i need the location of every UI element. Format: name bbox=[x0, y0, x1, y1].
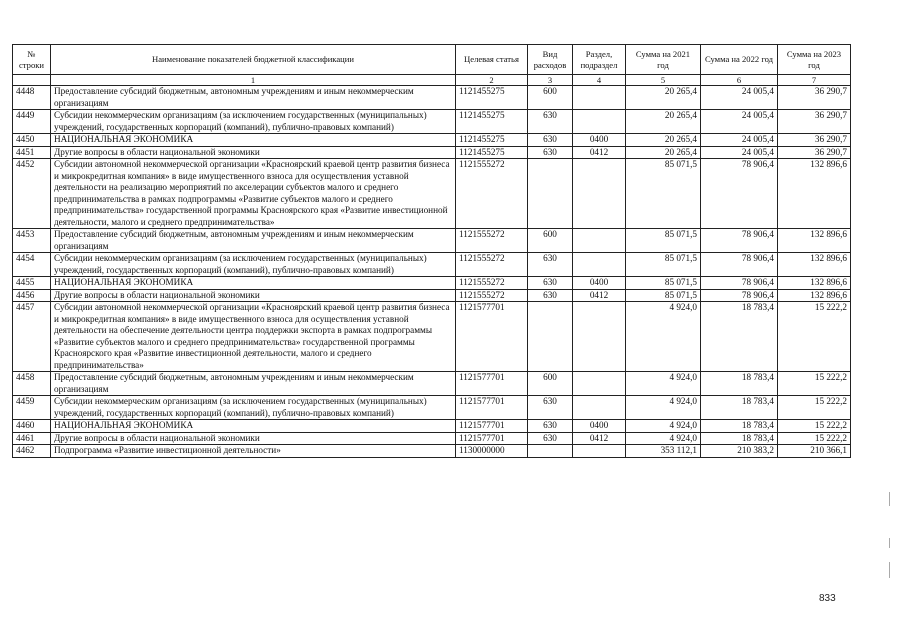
budget-table bbox=[12, 44, 851, 458]
scan-artifact-line bbox=[889, 562, 890, 578]
row-number: 4452 bbox=[13, 159, 51, 229]
sum-2021: 4 924,0 bbox=[626, 372, 701, 396]
sum-2022: 78 906,4 bbox=[701, 253, 778, 277]
sum-2022: 24 005,4 bbox=[701, 134, 778, 147]
expense-type bbox=[528, 159, 573, 229]
sum-2021: 20 265,4 bbox=[626, 110, 701, 134]
sum-2021: 20 265,4 bbox=[626, 86, 701, 110]
section-code bbox=[573, 372, 626, 396]
table-row bbox=[13, 302, 851, 372]
row-number: 4457 bbox=[13, 302, 51, 372]
sum-2022: 18 783,4 bbox=[701, 432, 778, 445]
row-number: 4451 bbox=[13, 146, 51, 159]
sum-2021: 353 112,1 bbox=[626, 445, 701, 458]
scan-artifact-line bbox=[889, 538, 890, 548]
table-row bbox=[13, 229, 851, 253]
sum-2022: 210 383,2 bbox=[701, 445, 778, 458]
indicator-name: НАЦИОНАЛЬНАЯ ЭКОНОМИКА bbox=[51, 420, 456, 433]
indicator-name: Субсидии автономной некоммерческой организации «Красноярский краевой центр развития бизнеса и микрокредитная компания» в виде имущественного взноса для осуществления уставной деятельности на обеспечение деятельности центра поддержки экспорта в рамках подпрограммы «Развитие субъектов малого и среднего предпринимательства» государственной программы Красноярского края «Развитие инвестиционной деятельности, малого и среднего предпринимательства» bbox=[51, 302, 456, 372]
sum-2021: 85 071,5 bbox=[626, 253, 701, 277]
row-number: 4455 bbox=[13, 277, 51, 290]
table-row bbox=[13, 420, 851, 433]
table-row bbox=[13, 110, 851, 134]
sum-2022: 18 783,4 bbox=[701, 396, 778, 420]
scan-artifact-line bbox=[889, 492, 890, 506]
sum-2023: 36 290,7 bbox=[778, 134, 851, 147]
table-row bbox=[13, 134, 851, 147]
target-article: 1121555272 bbox=[456, 289, 528, 302]
expense-type: 630 bbox=[528, 146, 573, 159]
header-target-article: Целевая статья bbox=[456, 45, 528, 75]
row-number: 4459 bbox=[13, 396, 51, 420]
sum-2023: 15 222,2 bbox=[778, 302, 851, 372]
header-sum-2023: Сумма на 2023 год bbox=[778, 45, 851, 75]
target-article: 1121577701 bbox=[456, 302, 528, 372]
indicator-name: НАЦИОНАЛЬНАЯ ЭКОНОМИКА bbox=[51, 277, 456, 290]
section-code bbox=[573, 110, 626, 134]
expense-type: 630 bbox=[528, 253, 573, 277]
section-code bbox=[573, 396, 626, 420]
indicator-name: Другие вопросы в области национальной экономики bbox=[51, 146, 456, 159]
column-number: 4 bbox=[573, 75, 626, 86]
column-number: 2 bbox=[456, 75, 528, 86]
indicator-name: Другие вопросы в области национальной экономики bbox=[51, 432, 456, 445]
target-article: 1121555272 bbox=[456, 253, 528, 277]
expense-type: 630 bbox=[528, 432, 573, 445]
sum-2023: 15 222,2 bbox=[778, 396, 851, 420]
target-article: 1121555272 bbox=[456, 229, 528, 253]
sum-2023: 15 222,2 bbox=[778, 372, 851, 396]
indicator-name: Предоставление субсидий бюджетным, автономным учреждениям и иным некоммерческим организациям bbox=[51, 229, 456, 253]
target-article: 1121455275 bbox=[456, 110, 528, 134]
expense-type: 630 bbox=[528, 396, 573, 420]
header-sum-2021: Сумма на 2021 год bbox=[626, 45, 701, 75]
indicator-name: НАЦИОНАЛЬНАЯ ЭКОНОМИКА bbox=[51, 134, 456, 147]
sum-2022: 24 005,4 bbox=[701, 146, 778, 159]
sum-2022: 78 906,4 bbox=[701, 289, 778, 302]
table-row bbox=[13, 372, 851, 396]
row-number: 4453 bbox=[13, 229, 51, 253]
target-article: 1121555272 bbox=[456, 277, 528, 290]
table-row bbox=[13, 159, 851, 229]
sum-2023: 36 290,7 bbox=[778, 86, 851, 110]
table-row bbox=[13, 277, 851, 290]
sum-2021: 20 265,4 bbox=[626, 146, 701, 159]
indicator-name: Подпрограмма «Развитие инвестиционной деятельности» bbox=[51, 445, 456, 458]
expense-type: 630 bbox=[528, 420, 573, 433]
sum-2022: 18 783,4 bbox=[701, 302, 778, 372]
sum-2022: 24 005,4 bbox=[701, 110, 778, 134]
sum-2022: 78 906,4 bbox=[701, 277, 778, 290]
indicator-name: Предоставление субсидий бюджетным, автономным учреждениям и иным некоммерческим организациям bbox=[51, 372, 456, 396]
sum-2023: 15 222,2 bbox=[778, 420, 851, 433]
row-number: 4458 bbox=[13, 372, 51, 396]
sum-2023: 15 222,2 bbox=[778, 432, 851, 445]
sum-2023: 132 896,6 bbox=[778, 253, 851, 277]
sum-2023: 132 896,6 bbox=[778, 159, 851, 229]
section-code: 0412 bbox=[573, 146, 626, 159]
expense-type: 600 bbox=[528, 229, 573, 253]
expense-type: 600 bbox=[528, 86, 573, 110]
column-number: 5 bbox=[626, 75, 701, 86]
target-article: 1121455275 bbox=[456, 86, 528, 110]
indicator-name: Предоставление субсидий бюджетным, автономным учреждениям и иным некоммерческим организациям bbox=[51, 86, 456, 110]
section-code: 0400 bbox=[573, 420, 626, 433]
sum-2023: 132 896,6 bbox=[778, 277, 851, 290]
target-article: 1121577701 bbox=[456, 432, 528, 445]
table-row bbox=[13, 253, 851, 277]
expense-type bbox=[528, 302, 573, 372]
indicator-name: Субсидии некоммерческим организациям (за исключением государственных (муниципальных) учреждений, государственных корпораций (компаний), публично-правовых компаний) bbox=[51, 110, 456, 134]
table-row bbox=[13, 396, 851, 420]
table-row bbox=[13, 146, 851, 159]
expense-type: 630 bbox=[528, 110, 573, 134]
row-number: 4454 bbox=[13, 253, 51, 277]
section-code bbox=[573, 159, 626, 229]
sum-2021: 85 071,5 bbox=[626, 159, 701, 229]
section-code bbox=[573, 229, 626, 253]
indicator-name: Субсидии некоммерческим организациям (за исключением государственных (муниципальных) учреждений, государственных корпораций (компаний), публично-правовых компаний) bbox=[51, 396, 456, 420]
row-number: 4448 bbox=[13, 86, 51, 110]
sum-2023: 132 896,6 bbox=[778, 289, 851, 302]
indicator-name: Субсидии некоммерческим организациям (за исключением государственных (муниципальных) учреждений, государственных корпораций (компаний), публично-правовых компаний) bbox=[51, 253, 456, 277]
row-number: 4456 bbox=[13, 289, 51, 302]
sum-2023: 36 290,7 bbox=[778, 146, 851, 159]
sum-2022: 18 783,4 bbox=[701, 372, 778, 396]
expense-type: 630 bbox=[528, 134, 573, 147]
sum-2021: 4 924,0 bbox=[626, 420, 701, 433]
header-section: Раздел, подраздел bbox=[573, 45, 626, 75]
row-number: 4460 bbox=[13, 420, 51, 433]
page-number: 833 bbox=[819, 593, 836, 604]
sum-2022: 18 783,4 bbox=[701, 420, 778, 433]
sum-2022: 78 906,4 bbox=[701, 229, 778, 253]
column-number: 6 bbox=[701, 75, 778, 86]
expense-type: 600 bbox=[528, 372, 573, 396]
target-article: 1121577701 bbox=[456, 396, 528, 420]
indicator-name: Субсидии автономной некоммерческой организации «Красноярский краевой центр развития бизнеса и микрокредитная компания» в виде имущественного взноса для осуществления уставной деятельности на реализацию мероприятий по акселерации субъектов малого и среднего предпринимательства в рамках подпрограммы «Развитие субъектов малого и среднего предпринимательства» государственной программы Красноярского края «Развитие инвестиционной деятельности, малого и среднего предпринимательства» bbox=[51, 159, 456, 229]
table-row bbox=[13, 289, 851, 302]
section-code bbox=[573, 253, 626, 277]
target-article: 1121577701 bbox=[456, 420, 528, 433]
column-number bbox=[13, 75, 51, 86]
section-code: 0400 bbox=[573, 134, 626, 147]
row-number: 4450 bbox=[13, 134, 51, 147]
header-row bbox=[13, 45, 851, 75]
row-number: 4462 bbox=[13, 445, 51, 458]
header-expense-type: Вид расходов bbox=[528, 45, 573, 75]
sum-2021: 20 265,4 bbox=[626, 134, 701, 147]
sum-2021: 4 924,0 bbox=[626, 396, 701, 420]
sum-2021: 4 924,0 bbox=[626, 432, 701, 445]
section-code: 0412 bbox=[573, 289, 626, 302]
row-number: 4461 bbox=[13, 432, 51, 445]
header-sum-2022: Сумма на 2022 год bbox=[701, 45, 778, 75]
sum-2023: 210 366,1 bbox=[778, 445, 851, 458]
sum-2022: 78 906,4 bbox=[701, 159, 778, 229]
target-article: 1121555272 bbox=[456, 159, 528, 229]
section-code bbox=[573, 445, 626, 458]
table-row bbox=[13, 445, 851, 458]
column-number-row bbox=[13, 75, 851, 86]
section-code bbox=[573, 302, 626, 372]
column-number: 7 bbox=[778, 75, 851, 86]
table-row bbox=[13, 86, 851, 110]
target-article: 1121577701 bbox=[456, 372, 528, 396]
sum-2023: 36 290,7 bbox=[778, 110, 851, 134]
sum-2021: 85 071,5 bbox=[626, 277, 701, 290]
indicator-name: Другие вопросы в области национальной экономики bbox=[51, 289, 456, 302]
sum-2023: 132 896,6 bbox=[778, 229, 851, 253]
sum-2022: 24 005,4 bbox=[701, 86, 778, 110]
table-row bbox=[13, 432, 851, 445]
target-article: 1121455275 bbox=[456, 134, 528, 147]
sum-2021: 4 924,0 bbox=[626, 302, 701, 372]
expense-type: 630 bbox=[528, 289, 573, 302]
row-number: 4449 bbox=[13, 110, 51, 134]
target-article: 1121455275 bbox=[456, 146, 528, 159]
section-code bbox=[573, 86, 626, 110]
column-number: 1 bbox=[51, 75, 456, 86]
expense-type: 630 bbox=[528, 277, 573, 290]
section-code: 0412 bbox=[573, 432, 626, 445]
sum-2021: 85 071,5 bbox=[626, 229, 701, 253]
column-number: 3 bbox=[528, 75, 573, 86]
expense-type bbox=[528, 445, 573, 458]
section-code: 0400 bbox=[573, 277, 626, 290]
sum-2021: 85 071,5 bbox=[626, 289, 701, 302]
header-indicator-name: Наименование показателей бюджетной классификации bbox=[51, 45, 456, 75]
header-row-number: № строки bbox=[13, 45, 51, 75]
target-article: 1130000000 bbox=[456, 445, 528, 458]
